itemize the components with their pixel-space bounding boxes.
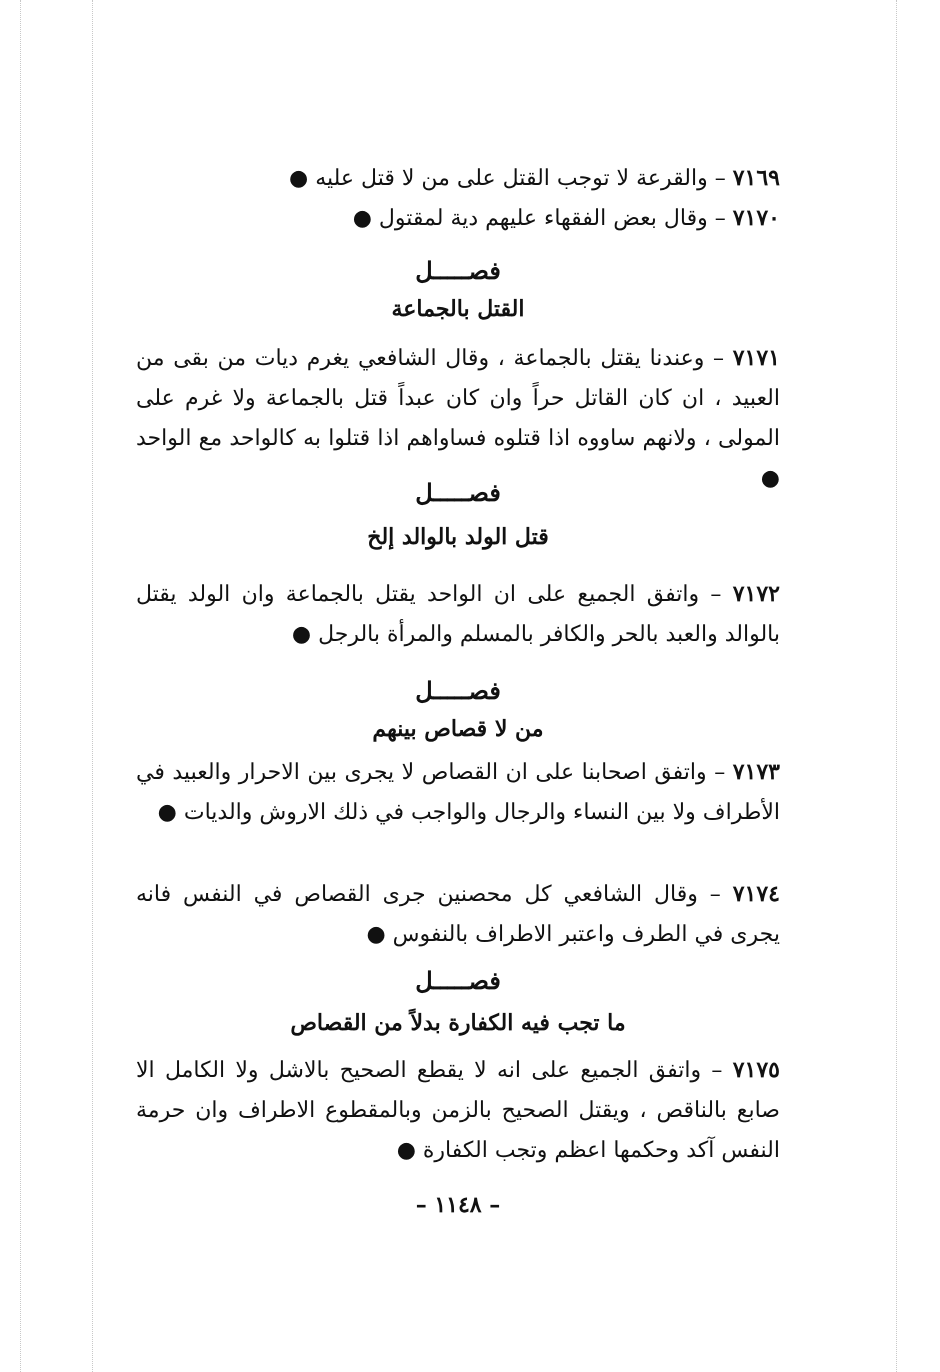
- paragraph-number: ٧١٧٤: [732, 881, 780, 907]
- page-number: – ١١٤٨ –: [415, 1192, 501, 1218]
- paragraph-7173: [136, 752, 780, 833]
- paragraph-7174: [136, 874, 780, 955]
- margin-rule-right: [896, 0, 897, 1372]
- section-heading-fasl: فصـــــل: [415, 478, 501, 507]
- paragraph-text: – واتفق اصحابنا على ان القصاص لا يجرى بين الاحرار والعبيد في الأطراف ولا بين النساء والرجال والواجب في ذلك الاروش والديات ●: [136, 760, 780, 825]
- paragraph-7175: [136, 1050, 780, 1171]
- paragraph-7170: [136, 198, 780, 239]
- section-title: من لا قصاص بينهم: [372, 716, 544, 742]
- paragraph-number: ٧١٧٠: [732, 205, 780, 231]
- section-heading-fasl: فصـــــل: [415, 256, 501, 285]
- margin-rule-inner: [92, 0, 93, 1372]
- section-heading-fasl: فصـــــل: [415, 676, 501, 705]
- paragraph-text: – واتفق الجميع على انه لا يقطع الصحيح بالاشل ولا الكامل الا صابع بالناقص ، ويقتل الصحيح بالزمن وبالمقطوع الاطراف وان حرمة النفس آكد وحكمها اعظم وتجب الكفارة ●: [136, 1058, 780, 1163]
- paragraph-text: – وقال الشافعي كل محصنين جرى القصاص في النفس فانه يجرى في الطرف واعتبر الاطراف بالنفوس ●: [136, 882, 780, 947]
- paragraph-text: – واتفق الجميع على ان الواحد يقتل بالجماعة وان الولد يقتل بالوالد والعبد بالحر والكافر بالمسلم والمرأة بالرجل ●: [136, 582, 780, 647]
- section-heading-fasl: فصـــــل: [415, 966, 501, 995]
- section-title: القتل بالجماعة: [391, 296, 525, 322]
- paragraph-7171: [136, 338, 780, 499]
- paragraph-number: ٧١٧٥: [732, 1057, 780, 1083]
- paragraph-text: – والقرعة لا توجب القتل على من لا قتل عليه ●: [289, 166, 726, 191]
- paragraph-number: ٧١٧١: [732, 345, 780, 371]
- section-title: ما تجب فيه الكفارة بدلاً من القصاص: [290, 1010, 626, 1036]
- paragraph-number: ٧١٦٩: [732, 165, 780, 191]
- section-title: قتل الولد بالوالد إلخ: [367, 524, 549, 550]
- margin-rule-left: [20, 0, 21, 1372]
- paragraph-text: – وقال بعض الفقهاء عليهم دية لمقتول ●: [352, 206, 726, 231]
- paragraph-number: ٧١٧٣: [732, 759, 780, 785]
- paragraph-number: ٧١٧٢: [732, 581, 780, 607]
- paragraph-7169: [136, 158, 780, 199]
- paragraph-7172: [136, 574, 780, 655]
- paragraph-text: – وعندنا يقتل بالجماعة ، وقال الشافعي يغرم ديات من بقى من العبيد ، ان كان القاتل حراً وان كان عبداً قتل بالجماعة ولا غرم على المولى ، ولانهم ساووه اذا قتلوه فساواهم اذا قتلوا به كالواحد مع الواحد ●: [136, 346, 780, 491]
